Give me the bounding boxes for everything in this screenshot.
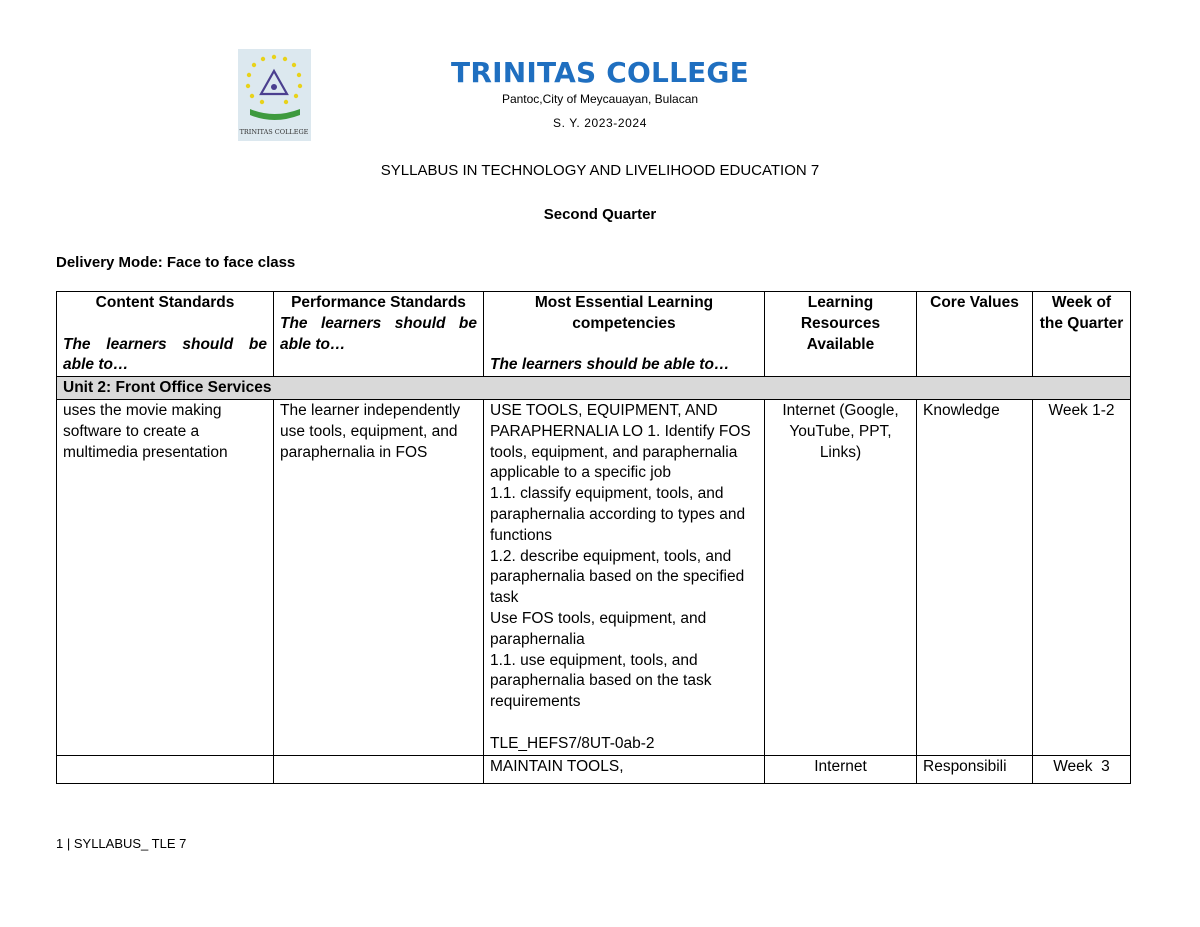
page-footer <box>56 836 186 851</box>
core-values-cell: Knowledge <box>917 399 1033 755</box>
table-header-row <box>57 292 1131 377</box>
logo-text: TRINITAS COLLEGE <box>239 128 309 136</box>
week-cell: Week 1-2 <box>1033 399 1131 755</box>
performance-standard-cell: The learner independently use tools, equipment, and paraphernalia in FOS <box>274 399 484 755</box>
competency-line: 1.1. classify equipment, tools, and paraphernalia according to types and functions <box>490 485 746 544</box>
document-title: SYLLABUS IN TECHNOLOGY AND LIVELIHOOD EDUCATION 7 <box>380 162 820 179</box>
unit-title: Unit 2: Front Office Services <box>57 377 1131 400</box>
competency-line: 1.2. describe equipment, tools, and paraphernalia based on the specified task <box>490 547 745 607</box>
week-cell: Week 3 <box>1033 755 1131 783</box>
content-standard-cell <box>57 755 274 783</box>
competency-blank-line <box>490 713 758 734</box>
footer-label: | SYLLABUS_ TLE 7 <box>66 836 187 851</box>
performance-standard-cell <box>274 755 484 783</box>
resources-cell: Internet <box>765 755 917 783</box>
header-performance-standards: Performance Standards The learners should be able to… <box>274 292 484 377</box>
syllabus-table <box>56 291 1131 784</box>
page-number: 1 <box>56 836 64 851</box>
unit-row <box>57 377 1131 400</box>
resources-cell: Internet (Google, YouTube, PPT, Links) <box>765 399 917 755</box>
competency-line: USE TOOLS, EQUIPMENT, AND PARAPHERNALIA LO 1. Identify FOS tools, equipment, and paraphernalia applicable to a specific job <box>490 401 751 482</box>
table-row <box>57 755 1131 783</box>
header-week: Week of the Quarter <box>1033 292 1131 377</box>
header-content-standards: Content Standards The learners should be able to… <box>57 292 274 377</box>
school-year: S. Y. 2023-2024 <box>553 116 647 130</box>
college-logo <box>238 49 311 141</box>
table-row <box>57 399 1131 755</box>
competencies-cell <box>484 755 765 783</box>
college-name: TRINITAS COLLEGE <box>451 56 749 89</box>
header-learning-resources: Learning Resources Available <box>765 292 917 377</box>
college-address: Pantoc,City of Meycauayan, Bulacan <box>501 92 699 106</box>
competency-code: TLE_HEFS7/8UT-0ab-2 <box>490 734 655 752</box>
competency-line: 1.1. use equipment, tools, and paraphernalia based on the task requirements <box>490 651 712 711</box>
competencies-cell <box>484 399 765 755</box>
delivery-mode: Delivery Mode: Face to face class <box>56 254 296 271</box>
core-values-cell: Responsibili <box>917 755 1033 783</box>
competency-line: MAINTAIN TOOLS, <box>490 757 624 775</box>
content-standard-cell: uses the movie making software to create a multimedia presentation <box>57 399 274 755</box>
quarter-label: Second Quarter <box>543 206 657 223</box>
header-competencies: Most Essential Learning competencies The learners should be able to… <box>484 292 765 377</box>
header-core-values: Core Values <box>917 292 1033 377</box>
competency-line: Use FOS tools, equipment, and paraphernalia <box>490 609 707 648</box>
